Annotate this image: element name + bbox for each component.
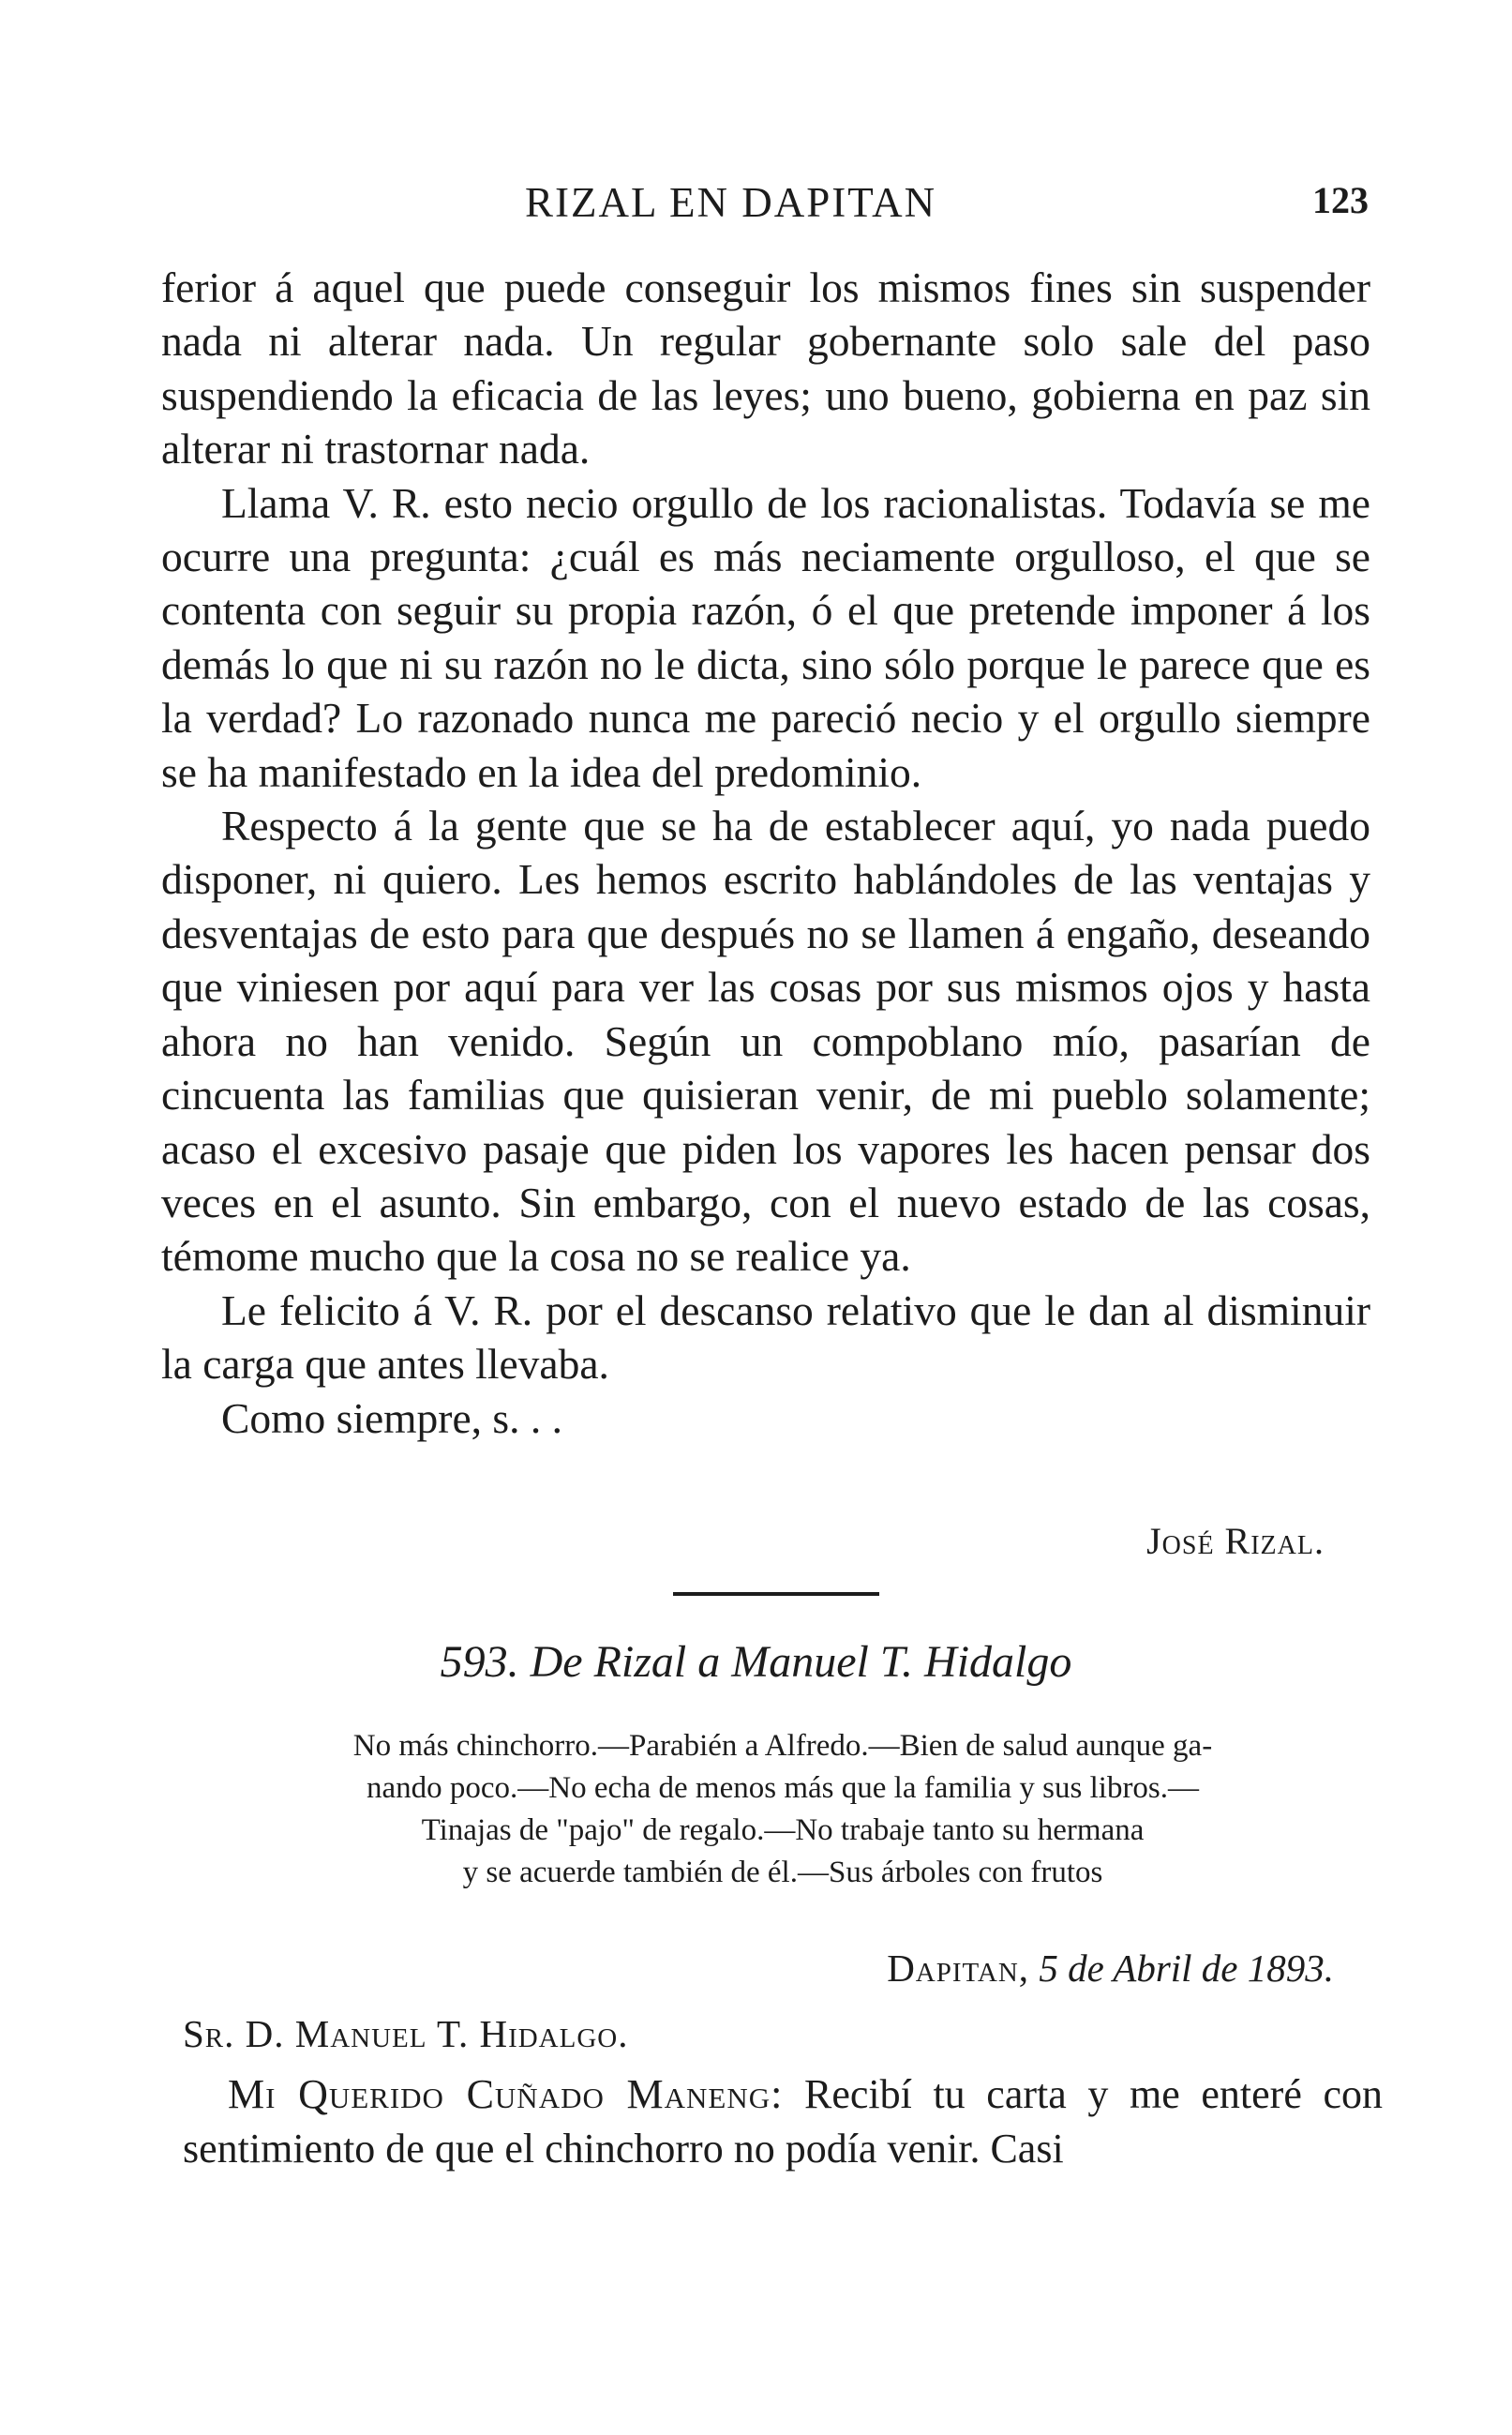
letter-heading: 593. De Rizal a Manuel T. Hidalgo xyxy=(440,1637,1072,1687)
signature: José Rizal. xyxy=(1146,1520,1325,1562)
section-divider xyxy=(673,1592,879,1596)
salutation: Mi Querido Cuñado Maneng: xyxy=(228,2071,784,2117)
paragraph: Le felicito á V. R. por el descanso relativo que le dan al disminuir la carga que antes llevaba. xyxy=(161,1285,1370,1389)
page-header xyxy=(525,178,1369,244)
summary-line: No más chinchorro.—Parabién a Alfredo.—Bien de salud aunque ga- xyxy=(352,1729,1213,1763)
page-number: 123 xyxy=(1312,179,1369,221)
summary-line: nando poco.—No echa de menos más que la familia y sus libros.— xyxy=(366,1771,1200,1805)
dateline-place: Dapitan, xyxy=(887,1946,1030,1990)
dateline-date: 5 de Abril de 1893. xyxy=(1039,1946,1334,1990)
letter-opening xyxy=(183,2067,1383,2176)
closing-line: Como siempre, s. . . xyxy=(221,1393,562,1442)
paragraph-continuation: ferior á aquel que puede conseguir los mismos fines sin suspender nada ni alterar nada. Un regular gobernante solo sale del paso suspendiendo la eficacia de las leyes; uno bueno, gobierna en paz sin alterar ni trastornar nada. xyxy=(161,263,1370,473)
opening-paragraph xyxy=(183,2067,1383,2176)
body-text xyxy=(161,261,1370,1445)
paragraph: Respecto á la gente que se ha de establecer aquí, yo nada puedo disponer, ni quiero. Les hemos escrito hablándoles de las ventajas y desventajas de esto para que después no se llamen á engaño, deseando que viniesen por aquí para ver las cosas por sus mismos ojos y hasta ahora no han venido. Según un compoblano mío, pasarían de cincuenta las familias que quisieran venir, de mi pueblo solamente; acaso el excesivo pasaje que piden los vapores les hacen pensar dos veces en el asunto. Sin embargo, con el nuevo estado de las cosas, témome mucho que la cosa no se realice ya. xyxy=(161,802,1370,1281)
addressee: Sr. D. Manuel T. Hidalgo. xyxy=(183,2012,629,2055)
letter-summary xyxy=(178,1725,1387,1894)
summary-line: Tinajas de "pajo" de regalo.—No trabaje tanto su hermana xyxy=(421,1813,1145,1847)
running-title: RIZAL EN DAPITAN xyxy=(525,179,937,226)
dateline xyxy=(887,1946,1334,1991)
opening-text: Recibí tu carta y me enteré con sentimiento de que el chinchorro no podía venir. Casi xyxy=(183,2071,1384,2172)
paragraph: Llama V. R. esto necio orgullo de los racionalistas. Todavía se me ocurre una pregunta: ¿cuál es más neciamente orgulloso, el que se contenta con seguir su propia razón, ó el que pretende imponer á los demás lo que ni su razón no le dicta, sino sólo porque le parece que es la verdad? Lo razonado nunca me pareció necio y el orgullo siempre se ha manifestado en la idea del predominio. xyxy=(161,478,1370,796)
summary-line: y se acuerde también de él.—Sus árboles con frutos xyxy=(462,1856,1103,1889)
